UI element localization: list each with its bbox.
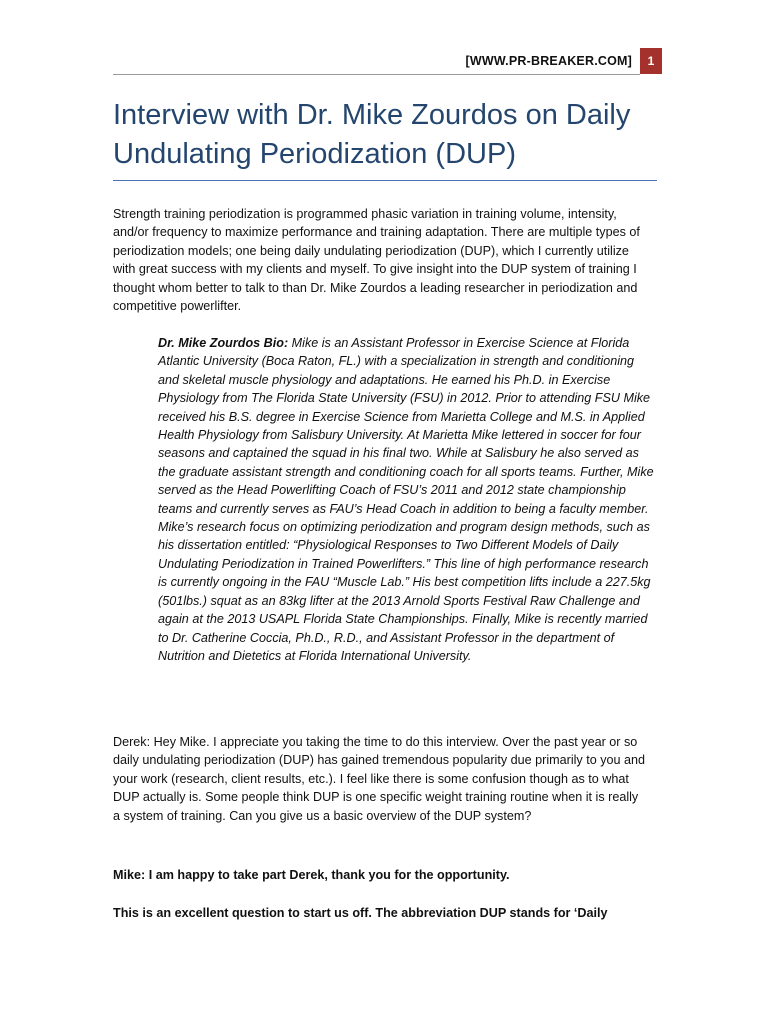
derek-question: Derek: Hey Mike. I appreciate you taking the time to do this interview. Over the past year or so daily undulating periodization (DUP) has gained tremendous popularity due primarily to you and your work (research, client results, etc.). I feel like there is some confusion though as to what DUP actually is. Some people think DUP is one specific weight training routine when it is really a system of training. Can you give us a basic overview of the DUP system? — [113, 735, 646, 823]
bio-paragraph — [158, 334, 656, 665]
bio-text: Mike is an Assistant Professor in Exercise Science at Florida Atlantic University (Boca Raton, FL.) with a specialization in strength and conditioning and skeletal muscle physiology and adaptations. He earned his Ph.D. in Exercise Physiology from The Florida State University (FSU) in 2012. Prior to attending FSU Mike received his B.S. degree in Exercise Science from Marietta College and M.S. in Applied Health Physiology from Salisbury University. At Marietta Mike lettered in soccer for four seasons and captained the squad in his final two. While at Salisbury he also served as the graduate assistant strength and conditioning coach for all sports teams. Further, Mike served as the Head Powerlifting Coach of FSU’s 2011 and 2012 state championship teams and currently serves as FAU’s Head Coach in addition to being a faculty member. Mike’s research focus on optimizing periodization and program design methods, such as his dissertation entitled: “Physiological Responses to Two Different Models of Daily Undulating Periodization in Trained Powerlifters.” This line of high performance research is currently ongoing in the FAU “Muscle Lab.” His best competition lifts include a 227.5kg (501lbs.) squat as an 83kg lifter at the 2013 Arnold Sports Festival Raw Challenge and again at the 2013 USAPL Florida State Championships. Finally, Mike is recently married to Dr. Catherine Coccia, Ph.D., R.D., and Assistant Professor in the department of Nutrition and Dietetics at Florida International University. — [158, 336, 654, 663]
intro-paragraph: Strength training periodization is programmed phasic variation in training volume, intensity, and/or frequency to maximize performance and training adaptation. There are multiple types of periodization models; one being daily undulating periodization (DUP), which I currently utilize with great success with my clients and myself. To give insight into the DUP system of training I thought whom better to talk to than Dr. Mike Zourdos a leading researcher in periodization and competitive powerlifter. — [113, 207, 640, 314]
header-divider — [113, 74, 640, 75]
bio-label: Dr. Mike Zourdos Bio: — [158, 336, 289, 350]
site-url: [WWW.PR-BREAKER.COM] — [465, 54, 632, 68]
mike-answer: This is an excellent question to start us off. The abbreviation DUP stands for ‘Daily — [113, 906, 608, 920]
page-header — [466, 48, 662, 74]
title-divider — [113, 180, 657, 181]
document-title: Interview with Dr. Mike Zourdos on Daily Undulating Periodization (DUP) — [113, 99, 631, 170]
mike-reply: Mike: I am happy to take part Derek, thank you for the opportunity. — [113, 868, 510, 882]
page-number-badge: 1 — [640, 48, 662, 74]
